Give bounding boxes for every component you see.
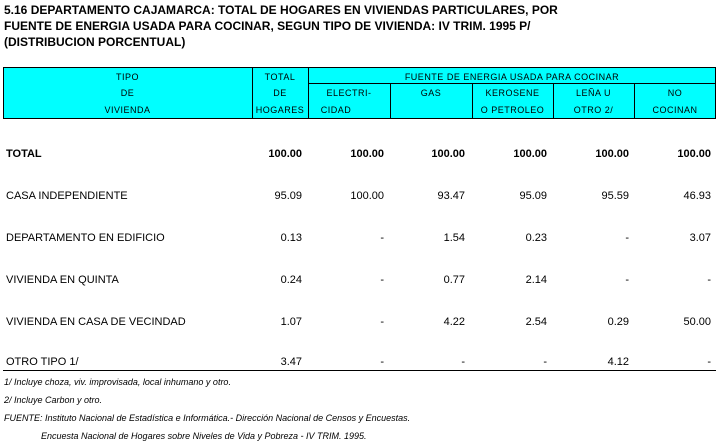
cell-value: - [380, 232, 384, 244]
header-col-electricidad-2: CIDAD [320, 105, 352, 115]
row-label: TOTAL [6, 148, 42, 160]
cell-value: 2.54 [525, 316, 547, 328]
footnote-2: 2/ Incluye Carbon y otro. [4, 395, 103, 405]
cell-value: 100.00 [595, 148, 629, 160]
table-row [0, 148, 718, 162]
cell-value: 95.09 [519, 190, 547, 202]
cell-value: - [543, 356, 547, 368]
cell-value: 100.00 [431, 148, 465, 160]
header-col-nococinan-1: NO [667, 88, 683, 98]
header-total-2: DE [273, 88, 287, 98]
cell-value: 4.12 [607, 356, 629, 368]
cell-value: 100.00 [677, 148, 711, 160]
table-row [0, 190, 718, 204]
cell-value: 4.22 [443, 316, 465, 328]
header-col-electricidad-1: ELECTRI- [326, 88, 372, 98]
table-row [0, 232, 718, 246]
title-line-3: (DISTRIBUCION PORCENTUAL) [4, 35, 186, 49]
table-row [0, 356, 718, 370]
page-title [4, 2, 704, 50]
cell-value: 100.00 [350, 190, 384, 202]
cell-value: 93.47 [437, 190, 465, 202]
footnote-1: 1/ Incluye choza, viv. improvisada, local inhumano y otro. [4, 377, 231, 387]
table-row [0, 274, 718, 288]
cell-value: 46.93 [683, 190, 711, 202]
header-col-kerosene-2: O PETROLEO [480, 105, 545, 115]
cell-value: 100.00 [350, 148, 384, 160]
cell-value: - [380, 316, 384, 328]
header-tipo-2: DE [120, 88, 135, 98]
cell-value: - [461, 356, 465, 368]
row-label: VIVIENDA EN QUINTA [6, 274, 119, 286]
cell-value: 1.07 [280, 316, 302, 328]
row-label: VIVIENDA EN CASA DE VECINDAD [6, 316, 186, 328]
title-line-2: FUENTE DE ENERGIA USADA PARA COCINAR, SEGUN TIPO DE VIVIENDA: IV TRIM. 1995 P/ [4, 19, 531, 33]
cell-value: 0.29 [607, 316, 629, 328]
header-divider [308, 83, 716, 84]
cell-value: 95.59 [601, 190, 629, 202]
title-line-1: 5.16 DEPARTAMENTO CAJAMARCA: TOTAL DE HOGARES EN VIVIENDAS PARTICULARES, POR [4, 3, 558, 17]
cell-value: - [625, 274, 629, 286]
header-col-lena-1: LEÑA U [575, 88, 611, 98]
table-row [0, 316, 718, 330]
cell-value: 0.23 [525, 232, 547, 244]
table-bottom-rule [3, 370, 716, 371]
cell-value: - [380, 274, 384, 286]
cell-value: - [707, 274, 711, 286]
header-total-3: HOGARES [255, 105, 305, 115]
header-group: FUENTE DE ENERGIA USADA PARA COCINAR [404, 72, 620, 82]
cell-value: 2.14 [525, 274, 547, 286]
cell-value: 0.13 [280, 232, 302, 244]
cell-value: 0.77 [443, 274, 465, 286]
cell-value: 1.54 [443, 232, 465, 244]
cell-value: 95.09 [274, 190, 302, 202]
header-tipo-3: VIVIENDA [104, 105, 151, 115]
header-tipo-1: TIPO [115, 72, 139, 82]
row-label: DEPARTAMENTO EN EDIFICIO [6, 232, 165, 244]
cell-value: - [707, 356, 711, 368]
row-label: OTRO TIPO 1/ [6, 356, 79, 368]
header-col-lena-2: OTRO 2/ [573, 105, 614, 115]
cell-value: 3.07 [689, 232, 711, 244]
row-label: CASA INDEPENDIENTE [6, 190, 128, 202]
source-note: FUENTE: Instituto Nacional de Estadística e Informática.- Dirección Nacional de Censos y Encuestas. [4, 413, 411, 423]
cell-value: 0.24 [280, 274, 302, 286]
header-col-nococinan-2: COCINAN [652, 105, 698, 115]
cell-value: 100.00 [268, 148, 302, 160]
cell-value: 50.00 [683, 316, 711, 328]
cell-value: - [380, 356, 384, 368]
header-col-kerosene-1: KEROSENE [485, 88, 540, 98]
cell-value: 100.00 [513, 148, 547, 160]
survey-note: Encuesta Nacional de Hogares sobre Niveles de Vida y Pobreza - IV TRIM. 1995. [41, 431, 367, 441]
header-col-gas-1: GAS [420, 88, 442, 98]
cell-value: 3.47 [280, 356, 302, 368]
cell-value: - [625, 232, 629, 244]
header-total-1: TOTAL [264, 72, 296, 82]
